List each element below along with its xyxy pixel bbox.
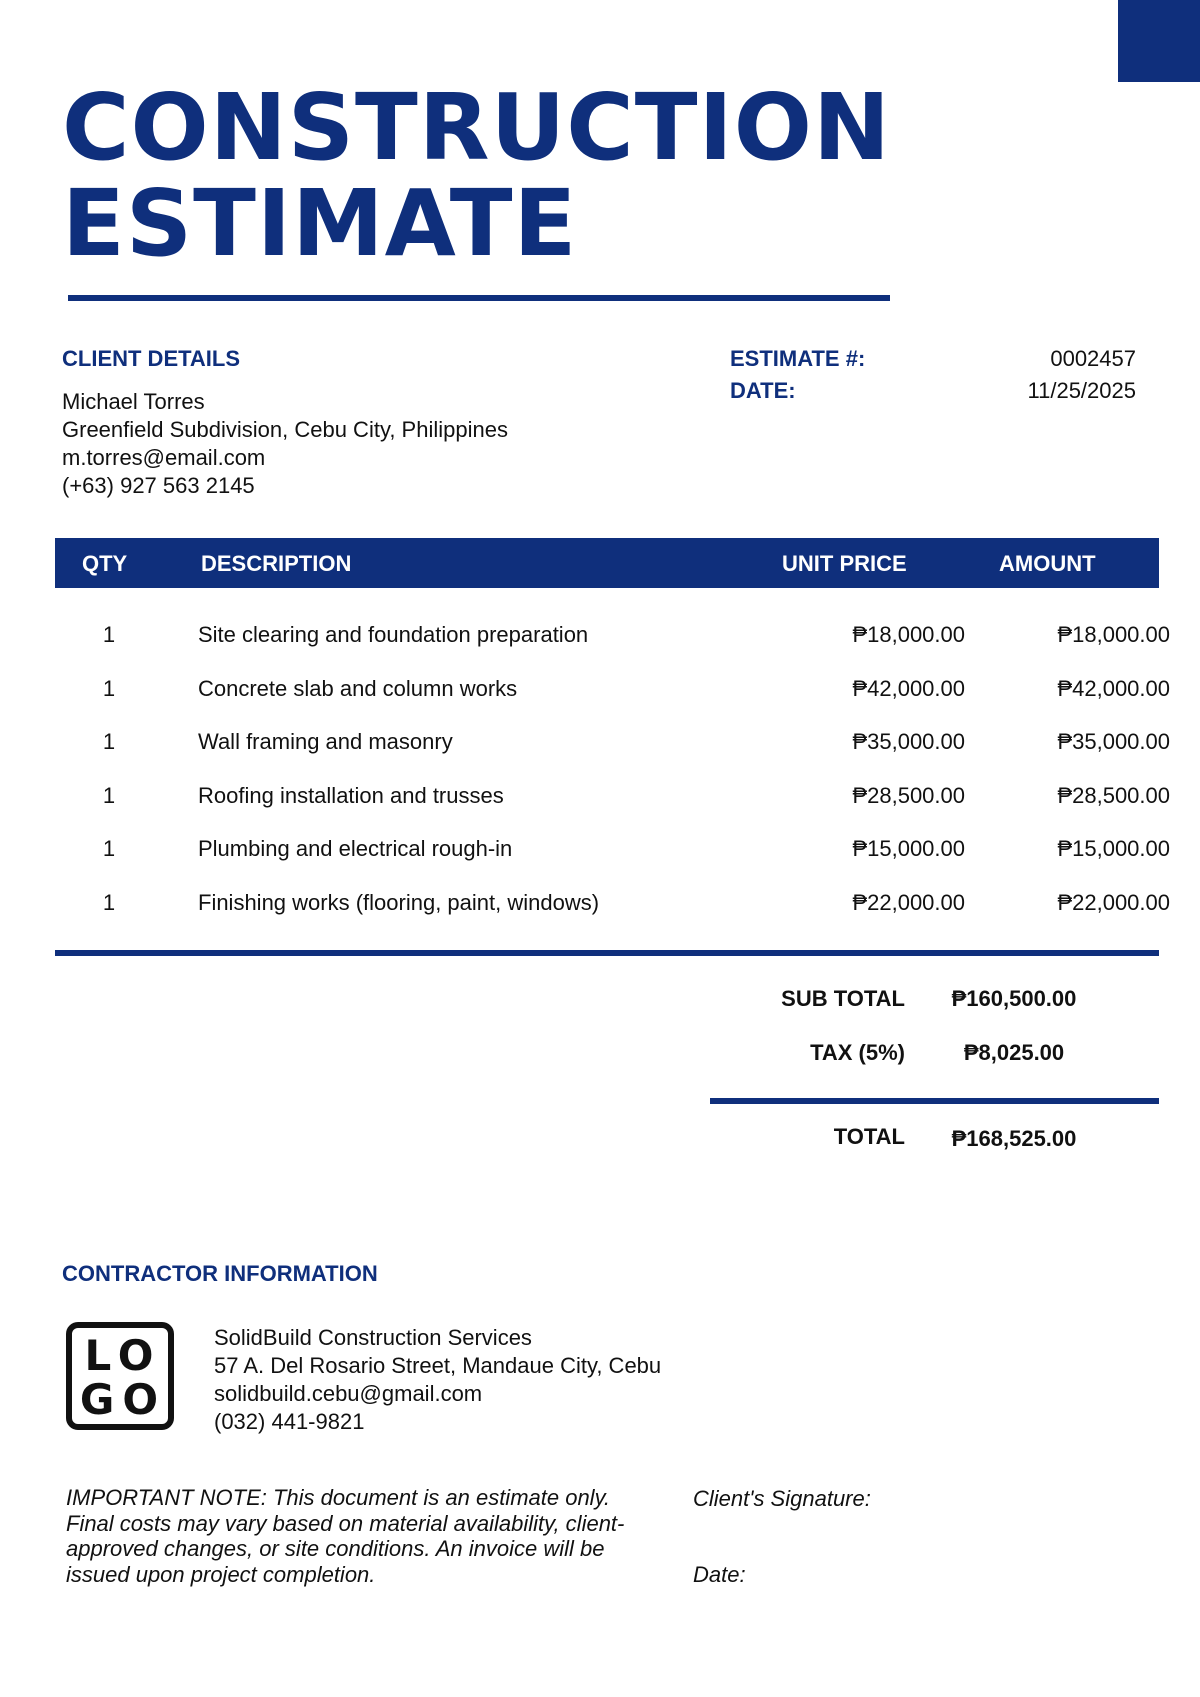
row-unit-price: ₱18,000.00	[852, 622, 965, 647]
row-unit-price: ₱35,000.00	[852, 729, 965, 755]
logo-text-top: LO	[84, 1331, 162, 1380]
row-unit-price: ₱42,000.00	[852, 675, 965, 701]
row-amount: ₱42,000.00	[1057, 675, 1170, 701]
table-row	[55, 666, 1170, 720]
row-unit-price: ₱28,500.00	[852, 782, 965, 808]
client-details	[62, 388, 508, 500]
contractor-details	[214, 1324, 661, 1436]
header-description: DESCRIPTION	[201, 551, 352, 576]
row-amount: ₱35,000.00	[1057, 729, 1170, 755]
client-address: Greenfield Subdivision, Cebu City, Philippines	[62, 417, 508, 442]
contractor-info-heading: CONTRACTOR INFORMATION	[62, 1261, 378, 1286]
table-row	[55, 773, 1170, 827]
header-qty: QTY	[82, 551, 128, 576]
contractor-name: SolidBuild Construction Services	[214, 1325, 532, 1350]
estimate-number-value: 0002457	[1050, 346, 1136, 371]
row-qty: 1	[102, 889, 116, 915]
estimate-date-label: DATE:	[730, 378, 796, 403]
logo-text-bottom: GO	[79, 1375, 167, 1424]
row-qty: 1	[102, 622, 116, 647]
page-title	[62, 74, 891, 277]
row-amount: ₱22,000.00	[1057, 889, 1170, 915]
table-row	[55, 880, 1170, 934]
client-name: Michael Torres	[62, 389, 205, 414]
contractor-email: solidbuild.cebu@gmail.com	[214, 1381, 483, 1406]
table-bottom-divider	[55, 950, 1159, 956]
title-line-1: CONSTRUCTION	[62, 74, 891, 181]
row-unit-price: ₱22,000.00	[852, 889, 965, 915]
row-qty: 1	[102, 836, 116, 862]
total-value: ₱168,525.00	[951, 1126, 1077, 1151]
row-amount: ₱28,500.00	[1057, 782, 1170, 808]
subtotal-value: ₱160,500.00	[951, 986, 1077, 1011]
subtotal-label: SUB TOTAL	[781, 986, 905, 1011]
table-row	[55, 612, 1170, 666]
client-phone: (+63) 927 563 2145	[62, 473, 255, 498]
row-qty: 1	[102, 729, 116, 755]
signature-date-label: Date:	[693, 1562, 746, 1587]
row-description: Finishing works (flooring, paint, windows)	[198, 889, 600, 915]
row-qty: 1	[102, 782, 116, 808]
table-header	[55, 538, 1159, 588]
header-unit-price: UNIT PRICE	[782, 551, 907, 576]
row-amount: ₱15,000.00	[1057, 836, 1170, 862]
row-description: Roofing installation and trusses	[198, 782, 504, 808]
title-divider	[68, 295, 890, 301]
table-row	[55, 826, 1170, 880]
header-amount: AMOUNT	[999, 551, 1096, 576]
estimate-number-label: ESTIMATE #:	[730, 346, 866, 371]
total-divider	[710, 1098, 1159, 1104]
corner-accent-block	[1118, 0, 1200, 82]
row-description: Concrete slab and column works	[198, 675, 518, 701]
company-logo	[66, 1322, 174, 1430]
client-email: m.torres@email.com	[62, 445, 266, 470]
line-items	[55, 612, 1170, 934]
title-line-2: ESTIMATE	[62, 170, 578, 277]
row-qty: 1	[102, 675, 116, 701]
row-amount: ₱18,000.00	[1057, 622, 1170, 647]
contractor-phone: (032) 441-9821	[214, 1409, 365, 1434]
row-description: Wall framing and masonry	[198, 729, 453, 755]
row-unit-price: ₱15,000.00	[852, 836, 965, 862]
estimate-date-value: 11/25/2025	[1027, 378, 1136, 403]
tax-label: TAX (5%)	[810, 1040, 905, 1065]
important-note: IMPORTANT NOTE: This document is an estimate only. Final costs may vary based on material availability, client-approved changes, or site conditions. An invoice will be issued upon project completion.	[66, 1485, 625, 1587]
row-description: Plumbing and electrical rough-in	[198, 836, 513, 862]
client-details-heading: CLIENT DETAILS	[62, 346, 241, 371]
contractor-address: 57 A. Del Rosario Street, Mandaue City, Cebu	[214, 1353, 662, 1378]
table-row	[55, 719, 1170, 773]
client-signature-label: Client's Signature:	[693, 1486, 871, 1511]
tax-value: ₱8,025.00	[963, 1040, 1065, 1065]
row-description: Site clearing and foundation preparation	[198, 622, 589, 647]
total-label: TOTAL	[833, 1124, 905, 1149]
